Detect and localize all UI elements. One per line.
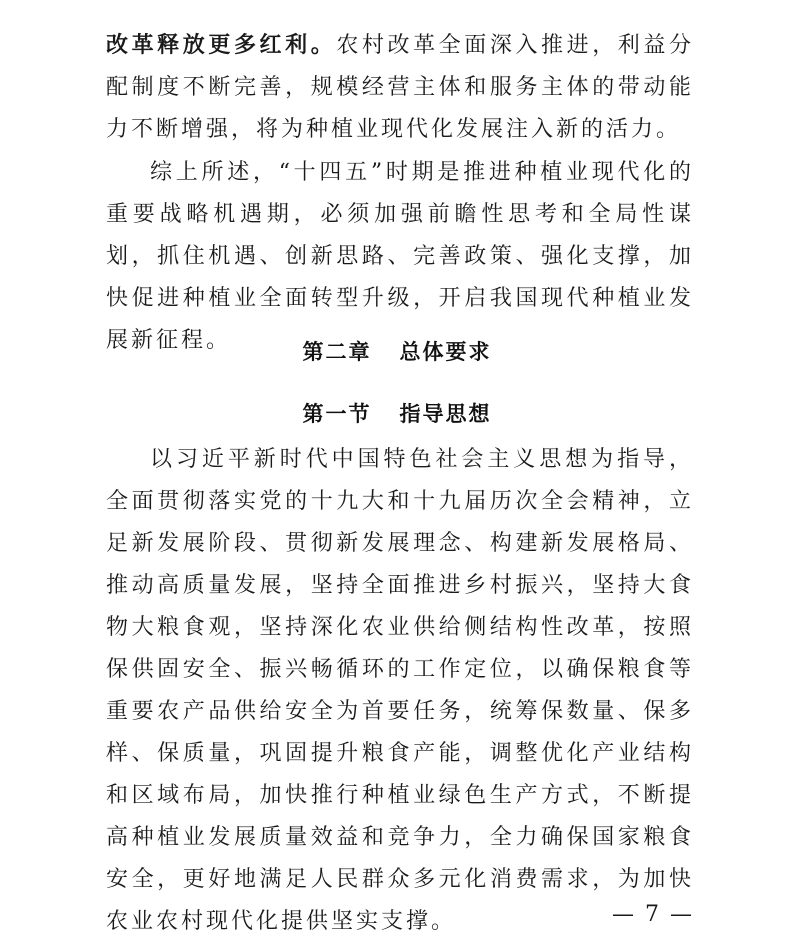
- page-number: — 7 —: [612, 902, 694, 927]
- chapter-title: 总体要求: [399, 340, 492, 364]
- section-heading: [0, 398, 794, 428]
- paragraph-body: 农村改革全面深入推进，利益分配制度不断完善，规模经营主体和服务主体的带动能力不断增强，将为种植业现代化发展注入新的活力。: [106, 33, 694, 142]
- paragraph-summary: 综上所述，“十四五”时期是推进种植业现代化的重要战略机遇期，必须加强前瞻性思考和全局性谋划，抓住机遇、创新思路、完善政策、强化支撑，加快促进种植业全面转型升级，开启我国现代种植业发展新征程。: [106, 160, 694, 353]
- chapter-number: 第二章: [302, 340, 372, 364]
- paragraph-reform-dividends: [106, 25, 694, 151]
- paragraph-lead-bold: 改革释放更多红利。: [106, 33, 337, 58]
- chapter-heading: [0, 336, 794, 366]
- section-number: 第一节: [302, 402, 372, 426]
- paragraph-guiding-ideology: 以习近平新时代中国特色社会主义思想为指导，全面贯彻落实党的十九大和十九届历次全会精神，立足新发展阶段、贯彻新发展理念、构建新发展格局、推动高质量发展，坚持全面推进乡村振兴，坚持大食物大粮食观，坚持深化农业供给侧结构性改革，按照保供固安全、振兴畅循环的工作定位，以确保粮食等重要农产品供给安全为首要任务，统筹保数量、保多样、保质量，巩固提升粮食产能，调整优化产业结构和区域布局，加快推行种植业绿色生产方式，不断提高种植业发展质量效益和竞争力，全力确保国家粮食安全，更好地满足人民群众多元化消费需求，为加快农业农村现代化提供坚实支撑。: [106, 447, 694, 934]
- section-title: 指导思想: [399, 402, 492, 426]
